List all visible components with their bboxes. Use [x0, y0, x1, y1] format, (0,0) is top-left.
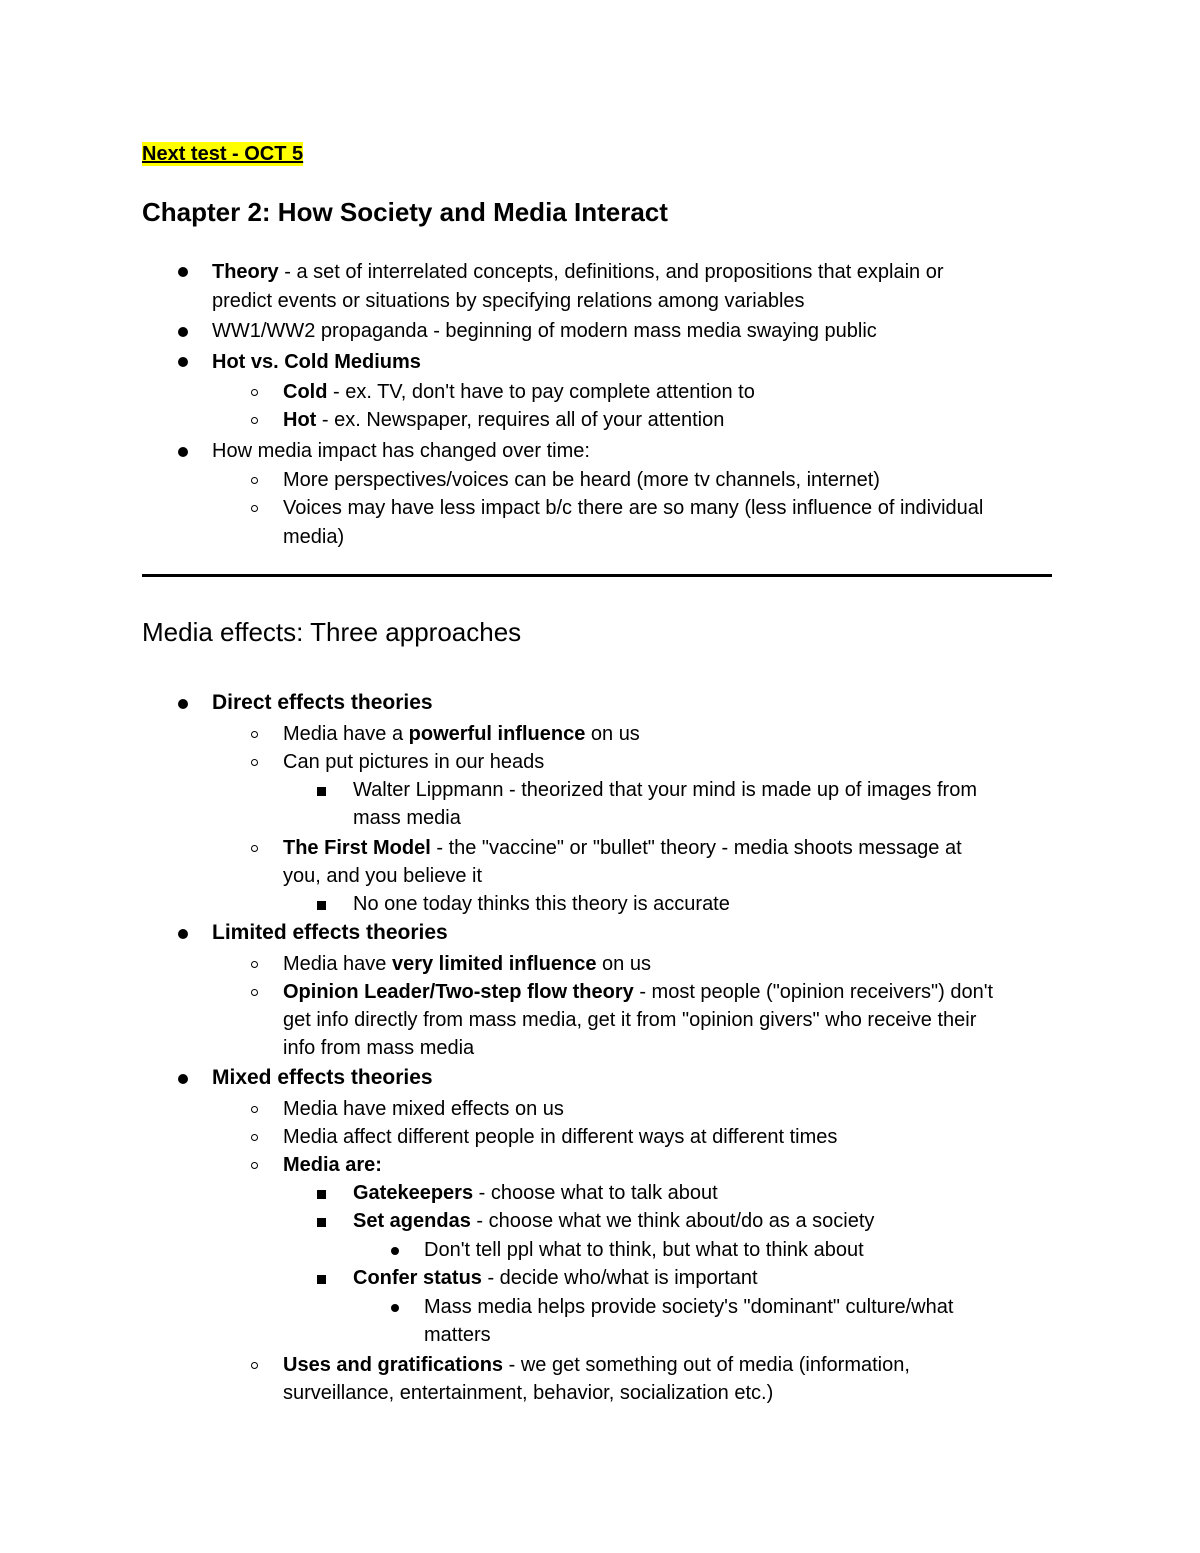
change-heading: How media impact has changed over time:	[212, 440, 590, 462]
bullet-disc	[178, 1074, 188, 1084]
bullet-circle	[251, 961, 258, 968]
bullet-disc	[391, 1304, 399, 1312]
change-item-2: Voices may have less impact b/c there are so many (less influence of individual	[283, 497, 984, 519]
gatekeepers-term: Gatekeepers	[353, 1182, 474, 1204]
set-agendas-sub: Don't tell ppl what to think, but what to think about	[424, 1239, 864, 1261]
bullet-disc	[391, 1247, 399, 1255]
first-model-definition: - the "vaccine" or "bullet" theory - media shoots message at	[430, 837, 962, 859]
set-agendas-term: Set agendas	[353, 1210, 471, 1232]
opinion-leader-cont-1: get info directly from mass media, get it from "opinion givers" who receive their	[283, 1009, 977, 1031]
hot-cold-heading: Hot vs. Cold Mediums	[212, 351, 421, 373]
cold-item	[283, 378, 755, 406]
hot-definition: - ex. Newspaper, requires all of your attention	[316, 409, 725, 431]
bullet-circle	[251, 417, 258, 424]
theory-term: Theory	[212, 261, 279, 283]
direct-item-2: Can put pictures in our heads	[283, 751, 545, 773]
opinion-leader-item	[283, 978, 993, 1006]
bullet-disc	[178, 267, 188, 277]
bullet-square	[317, 787, 326, 796]
confer-status-definition: - decide who/what is important	[481, 1267, 758, 1289]
limited-item-1-pre: Media have	[283, 953, 392, 975]
bullet-circle	[251, 731, 258, 738]
bullet-disc	[178, 357, 188, 367]
bullet-square	[317, 1275, 326, 1284]
direct-item-1-post: on us	[585, 723, 640, 745]
confer-status-sub: Mass media helps provide society's "dominant" culture/what	[424, 1296, 954, 1318]
bullet-circle	[251, 759, 258, 766]
opinion-leader-cont-2: info from mass media	[283, 1037, 475, 1059]
no-one-item: No one today thinks this theory is accurate	[353, 893, 730, 915]
lippmann-item: Walter Lippmann - theorized that your mind is made up of images from	[353, 779, 977, 801]
bullet-circle	[251, 1162, 258, 1169]
uses-gratifications-cont: surveillance, entertainment, behavior, socialization etc.)	[283, 1382, 774, 1404]
uses-gratifications-definition: - we get something out of media (information,	[503, 1354, 910, 1376]
propaganda-item: WW1/WW2 propaganda - beginning of modern mass media swaying public	[212, 320, 877, 342]
uses-gratifications-item	[283, 1351, 910, 1379]
media-are-heading: Media are:	[283, 1154, 382, 1176]
direct-item-1-pre: Media have a	[283, 723, 409, 745]
bullet-disc	[178, 327, 188, 337]
hot-item	[283, 406, 724, 434]
bullet-circle	[251, 845, 258, 852]
very-limited-influence: very limited influence	[391, 953, 597, 975]
bullet-circle	[251, 989, 258, 996]
bullet-circle	[251, 1362, 258, 1369]
powerful-influence: powerful influence	[408, 723, 586, 745]
change-item-2-cont: media)	[283, 526, 345, 548]
lippmann-item-cont: mass media	[353, 807, 461, 829]
set-agendas-item	[353, 1207, 874, 1235]
change-item-1: More perspectives/voices can be heard (more tv channels, internet)	[283, 469, 880, 491]
effects-title: Media effects: Three approaches	[142, 617, 522, 647]
confer-status-sub-cont: matters	[424, 1324, 491, 1346]
bullet-square	[317, 901, 326, 910]
uses-gratifications-term: Uses and gratifications	[283, 1354, 504, 1376]
mixed-effects-heading: Mixed effects theories	[212, 1066, 433, 1089]
bullet-circle	[251, 1106, 258, 1113]
bullet-circle	[251, 477, 258, 484]
test-date-note: Next test - OCT 5	[142, 143, 304, 165]
set-agendas-definition: - choose what we think about/do as a society	[470, 1210, 875, 1232]
bullet-disc	[178, 929, 188, 939]
direct-item-1	[283, 720, 640, 748]
bullet-square	[317, 1190, 326, 1199]
first-model-item	[283, 834, 962, 862]
confer-status-term: Confer status	[353, 1267, 482, 1289]
bullet-circle	[251, 1134, 258, 1141]
theory-item	[212, 258, 944, 286]
direct-effects-heading: Direct effects theories	[212, 691, 433, 714]
mixed-item-1: Media have mixed effects on us	[283, 1098, 564, 1120]
bullet-circle	[251, 389, 258, 396]
first-model-term: The First Model	[283, 837, 431, 859]
opinion-leader-term: Opinion Leader/Two-step flow theory	[283, 981, 634, 1003]
cold-term: Cold	[283, 381, 328, 403]
confer-status-item	[353, 1264, 758, 1292]
section-divider	[142, 574, 1052, 577]
first-model-cont: you, and you believe it	[283, 865, 483, 887]
limited-item-1	[283, 950, 651, 978]
limited-effects-heading: Limited effects theories	[212, 921, 448, 944]
limited-item-1-post: on us	[596, 953, 651, 975]
mixed-item-2: Media affect different people in different ways at different times	[283, 1126, 838, 1148]
theory-definition: - a set of interrelated concepts, definitions, and propositions that explain or	[278, 261, 944, 283]
bullet-square	[317, 1218, 326, 1227]
bullet-circle	[251, 505, 258, 512]
bullet-disc	[178, 447, 188, 457]
gatekeepers-item	[353, 1179, 718, 1207]
hot-term: Hot	[283, 409, 317, 431]
theory-definition-cont: predict events or situations by specifying relations among variables	[212, 290, 805, 312]
chapter-title: Chapter 2: How Society and Media Interact	[142, 197, 668, 227]
cold-definition: - ex. TV, don't have to pay complete attention to	[327, 381, 755, 403]
gatekeepers-definition: - choose what to talk about	[473, 1182, 718, 1204]
opinion-leader-definition: - most people ("opinion receivers") don't	[633, 981, 994, 1003]
bullet-disc	[178, 699, 188, 709]
